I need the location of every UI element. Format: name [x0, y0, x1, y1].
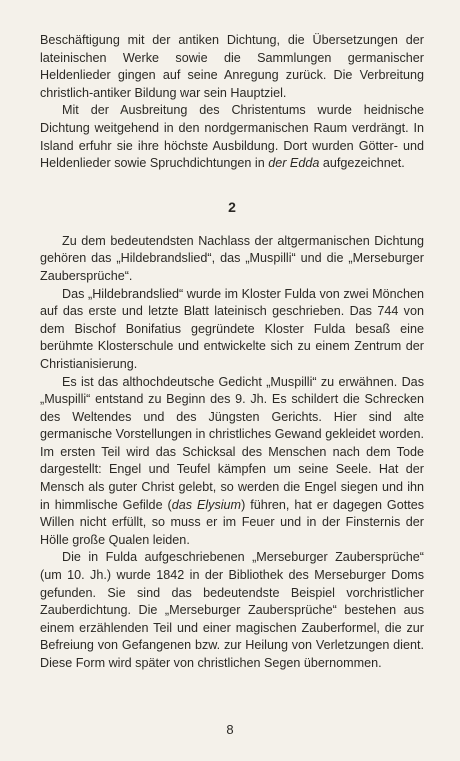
intro-paragraph-2 [40, 102, 424, 172]
elysium-italic: das Elysium [171, 497, 242, 512]
intro-paragraph-2-tail: aufgezeichnet. [322, 156, 405, 171]
section-number: 2 [228, 198, 236, 215]
intro-paragraph-2-text: Mit der Ausbreitung des Christentums wurde heidnische Dichtung weitgehend in den nordgermanischen Raum verdrängt. In Island erfuhr sie ihre höchste Ausbildung. Dort wurden Götter- und Heldenlieder sowie Spruchdichtungen in [40, 103, 424, 171]
muspilli-end: ) führen, hat er dagegen Gottes Willen nicht erfüllt, so muss er im Feuer und in der Finsternis der Hölle große Qualen leiden. [40, 497, 425, 547]
muspilli-start: Es ist das althochdeutsche Gedicht „Muspilli“ zu erwähnen. Das „Muspilli“ entstand zu Beginn des 9. Jh. Es schildert die Schrecken des Weltendes und des Jüngsten Gerichts. Hier sind alte germanische Vorstellungen in christliches Gewand gekleidet worden. Im ersten Teil wird das Schicksal des Menschen nach dem Tode dargestellt: Engel und Teufel kämpfen um seine Seele. Hat der Mensch als guter Christ gelebt, so werden die Engel siegen und ihn in himmlische Gefilde ( [40, 374, 424, 512]
edda-italic: der Edda [268, 156, 320, 171]
intro-paragraph-1: Beschäftigung mit der antiken Dichtung, die Übersetzungen der lateinischen Werke sowie die Sammlungen germanischer Heldenlieder gingen auf seine Anregung zurück. Die Verbreitung christlich-antiker Bildung war sein Hauptziel. [40, 33, 424, 100]
section-paragraph-1: Zu dem bedeutendsten Nachlass der altgermanischen Dichtung gehören das „Hildebrandslied“, das „Muspilli“ und die „Merseburger Zaubersprüche“. [40, 233, 424, 283]
page-number: 8 [226, 722, 234, 737]
merseburg-paragraph: Die in Fulda aufgeschriebenen „Merseburger Zaubersprüche“ (um 10. Jh.) wurde 1842 in der Bibliothek des Merseburger Doms gefunden. Sie sind das bedeutendste Beispiel vorchristlicher Zauberdichtung. Die „Merseburger Zaubersprüche“ bestehen aus einem erzählenden Teil und einer magischen Zauberformel, die zur Befreiung von Gefangenen bzw. zur Heilung von Verletzungen dient. Diese Form wird später von christlichen Segen übernommen. [40, 550, 424, 670]
section-paragraph-2: Das „Hildebrandslied“ wurde im Kloster Fulda von zwei Mönchen auf das erste und letzte Blatt lateinisch geschrieben. Das 744 von dem Bischof Bonifatius gegründete Kloster Fulda besaß eine berühmte Klosterschule und entwickelte sich zu einem Zentrum der Christianisierung. [40, 286, 424, 371]
book-page-body [40, 32, 424, 673]
muspilli-paragraph [40, 374, 424, 550]
